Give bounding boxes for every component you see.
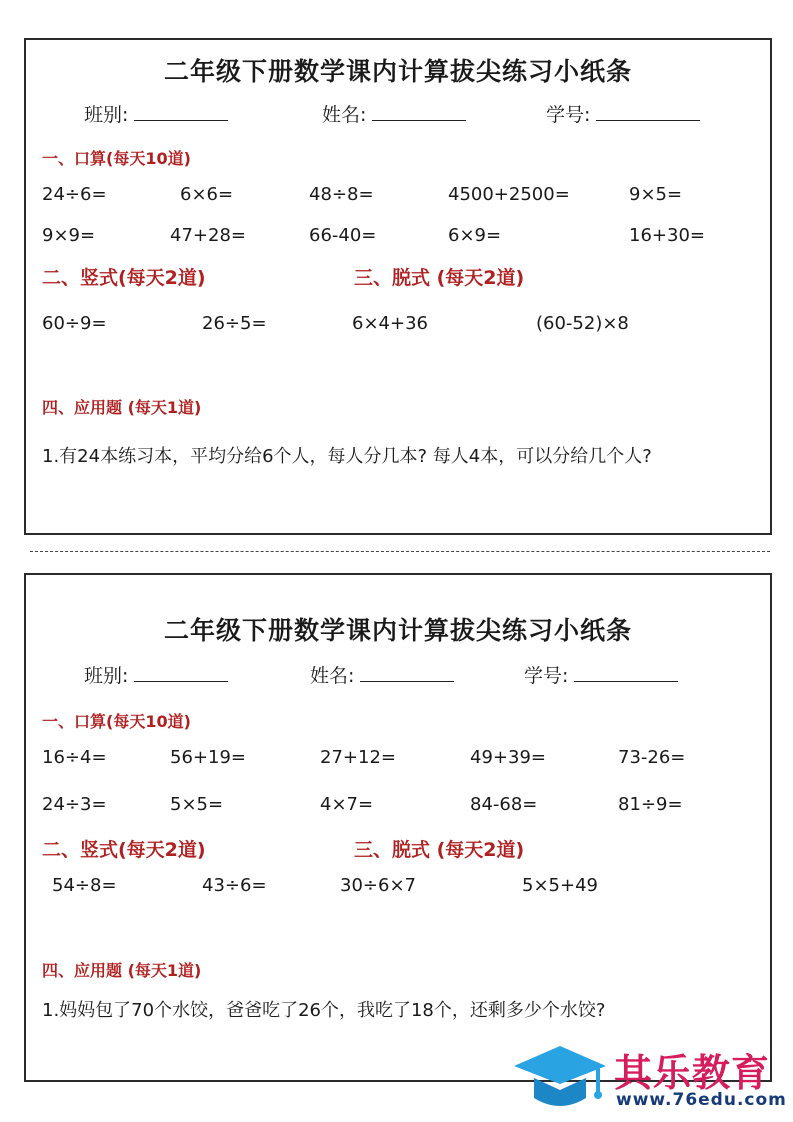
oral-item: 5×5= bbox=[170, 794, 224, 815]
written-item: 54÷8= bbox=[52, 875, 117, 896]
class-label: 班别: bbox=[84, 104, 129, 126]
written-item: 60÷9= bbox=[42, 313, 107, 334]
section-step-heading: 三、脱式 (每天2道) bbox=[354, 267, 525, 289]
class-field bbox=[84, 100, 228, 127]
oral-item: 24÷3= bbox=[42, 794, 107, 815]
section-word-problem-heading: 四、应用题 (每天1道) bbox=[42, 961, 202, 980]
name-field bbox=[310, 661, 454, 688]
oral-item: 9×9= bbox=[42, 225, 96, 246]
name-label: 姓名: bbox=[322, 104, 367, 126]
section-oral-heading: 一、口算(每天10道) bbox=[42, 149, 191, 168]
written-item: 26÷5= bbox=[202, 313, 267, 334]
brand-logo bbox=[510, 1040, 793, 1118]
section-oral-heading: 一、口算(每天10道) bbox=[42, 712, 191, 731]
class-field bbox=[84, 661, 228, 688]
cut-line bbox=[30, 551, 770, 552]
class-blank[interactable] bbox=[134, 663, 228, 682]
written-item: 43÷6= bbox=[202, 875, 267, 896]
oral-item: 24÷6= bbox=[42, 184, 107, 205]
oral-item: 16+30= bbox=[629, 225, 705, 246]
class-blank[interactable] bbox=[134, 102, 228, 121]
section-step-heading: 三、脱式 (每天2道) bbox=[354, 839, 525, 861]
brand-url: www.76edu.com bbox=[616, 1090, 787, 1110]
oral-item: 27+12= bbox=[320, 747, 396, 768]
oral-item: 49+39= bbox=[470, 747, 546, 768]
oral-item: 6×6= bbox=[180, 184, 234, 205]
section-word-problem-heading: 四、应用题 (每天1道) bbox=[42, 398, 202, 417]
graduation-cap-icon bbox=[510, 1040, 610, 1116]
oral-item: 66-40= bbox=[309, 225, 377, 246]
name-label: 姓名: bbox=[310, 665, 355, 687]
word-problem: 1.妈妈包了70个水饺，爸爸吃了26个，我吃了18个，还剩多少个水饺? bbox=[42, 1000, 606, 1021]
name-blank[interactable] bbox=[360, 663, 454, 682]
oral-item: 6×9= bbox=[448, 225, 502, 246]
student-number-field bbox=[524, 661, 678, 688]
written-item: (60-52)×8 bbox=[536, 313, 629, 334]
section-vertical-heading: 二、竖式(每天2道) bbox=[42, 267, 206, 289]
sheet-title: 二年级下册数学课内计算拔尖练习小纸条 bbox=[163, 616, 632, 645]
student-number-blank[interactable] bbox=[596, 102, 700, 121]
student-number-blank[interactable] bbox=[574, 663, 678, 682]
name-field bbox=[322, 100, 466, 127]
written-item: 6×4+36 bbox=[352, 313, 428, 334]
oral-item: 56+19= bbox=[170, 747, 246, 768]
oral-item: 48÷8= bbox=[309, 184, 374, 205]
student-number-field bbox=[546, 100, 700, 127]
oral-item: 47+28= bbox=[170, 225, 246, 246]
section-vertical-heading: 二、竖式(每天2道) bbox=[42, 839, 206, 861]
practice-sheet-2 bbox=[24, 573, 772, 1082]
oral-item: 4×7= bbox=[320, 794, 374, 815]
name-blank[interactable] bbox=[372, 102, 466, 121]
student-number-label: 学号: bbox=[546, 104, 591, 126]
oral-item: 16÷4= bbox=[42, 747, 107, 768]
written-item: 30÷6×7 bbox=[340, 875, 416, 896]
student-number-label: 学号: bbox=[524, 665, 569, 687]
sheet-title: 二年级下册数学课内计算拔尖练习小纸条 bbox=[163, 57, 632, 86]
brand-name: 其乐教育 bbox=[614, 1051, 771, 1095]
oral-item: 81÷9= bbox=[618, 794, 683, 815]
written-item: 5×5+49 bbox=[522, 875, 598, 896]
oral-item: 9×5= bbox=[629, 184, 683, 205]
oral-item: 73-26= bbox=[618, 747, 686, 768]
oral-item: 4500+2500= bbox=[448, 184, 570, 205]
word-problem: 1.有24本练习本，平均分给6个人，每人分几本? 每人4本，可以分给几个人? bbox=[42, 446, 652, 467]
practice-sheet-1 bbox=[24, 38, 772, 535]
oral-item: 84-68= bbox=[470, 794, 538, 815]
class-label: 班别: bbox=[84, 665, 129, 687]
